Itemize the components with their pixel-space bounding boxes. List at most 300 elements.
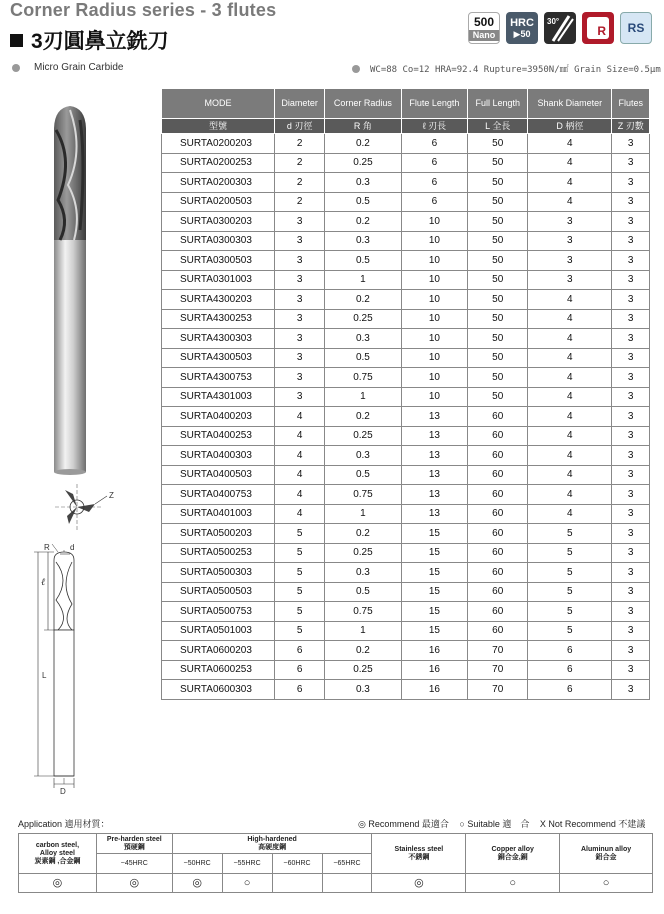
model-cell: SURTA0400253 [162,426,275,446]
model-cell: SURTA0300503 [162,251,275,271]
value-cell: 0.25 [325,660,401,680]
value-cell: 50 [468,134,528,154]
value-cell: 60 [468,602,528,622]
model-cell: SURTA0200503 [162,192,275,212]
table-row [162,524,650,544]
suit-55hrc: ○ [222,874,272,893]
value-cell: 15 [401,543,468,563]
helix-angle-icon [545,13,575,43]
value-cell: 3 [612,621,650,641]
value-cell: 3 [612,563,650,583]
value-cell: 50 [468,348,528,368]
table-row [162,680,650,700]
model-cell: SURTA0200203 [162,134,275,154]
dimension-sketch [30,540,110,796]
value-cell: 6 [528,641,612,661]
helix-angle-badge [544,12,576,44]
value-cell: 0.2 [325,290,401,310]
column-header-zh: R 角 [325,119,401,134]
value-cell: 4 [528,446,612,466]
end-mill-photo [30,90,110,480]
value-cell: 60 [468,485,528,505]
hrc-badge [506,12,538,44]
value-cell: 3 [275,387,325,407]
value-cell: 3 [612,231,650,251]
value-cell: 50 [468,270,528,290]
header-row-en [162,89,650,119]
value-cell: 10 [401,348,468,368]
material-aluminum: Aluminun alloy 鋁合金 [560,834,653,874]
model-cell: SURTA0400203 [162,407,275,427]
value-cell: 2 [275,173,325,193]
material-copper: Copper alloy 銅合金,銅 [466,834,560,874]
value-cell: 3 [275,270,325,290]
material-high-hardened: High-hardened 高硬度鋼 [172,834,372,854]
application-label: Application 適用材質： [18,819,110,829]
value-cell: 60 [468,426,528,446]
full-length-label: L [42,671,47,680]
value-cell: 3 [275,368,325,388]
value-cell: 1 [325,621,401,641]
value-cell: 4 [528,329,612,349]
suit-50hrc: ◎ [172,874,222,893]
column-header-zh: Z 刃數 [612,119,650,134]
title-zh-text: 3刃圓鼻立銑刀 [31,30,169,53]
value-cell: 10 [401,290,468,310]
model-cell: SURTA0400753 [162,485,275,505]
radius-badge-box [587,17,609,39]
value-cell: 0.3 [325,329,401,349]
value-cell: 5 [528,582,612,602]
model-cell: SURTA4300203 [162,290,275,310]
value-cell: 4 [528,387,612,407]
value-cell: 60 [468,563,528,583]
value-cell: 5 [275,582,325,602]
model-cell: SURTA0500253 [162,543,275,563]
table-row [162,602,650,622]
model-cell: SURTA0301003 [162,270,275,290]
value-cell: 0.5 [325,192,401,212]
value-cell: 10 [401,368,468,388]
value-cell: 0.5 [325,582,401,602]
model-cell: SURTA0300303 [162,231,275,251]
model-cell: SURTA4300253 [162,309,275,329]
value-cell: 3 [612,387,650,407]
column-header: Corner Radius [325,89,401,119]
table-row [162,407,650,427]
model-cell: SURTA0600253 [162,660,275,680]
model-cell: SURTA0401003 [162,504,275,524]
value-cell: 16 [401,680,468,700]
table-row [162,134,650,154]
value-cell: 3 [612,348,650,368]
value-cell: 3 [612,504,650,524]
table-row [162,309,650,329]
value-cell: 0.2 [325,407,401,427]
suit-carbon: ◎ [19,874,97,893]
table-row [162,387,650,407]
table-row [162,582,650,602]
value-cell: 0.2 [325,134,401,154]
column-header-zh: D 柄徑 [528,119,612,134]
model-cell: SURTA0500503 [162,582,275,602]
shank-diameter-label: D [60,787,66,796]
table-row [162,329,650,349]
column-header: Flutes [612,89,650,119]
value-cell: 3 [612,290,650,310]
value-cell: 13 [401,426,468,446]
value-cell: 3 [612,153,650,173]
value-cell: 4 [275,504,325,524]
value-cell: 6 [275,660,325,680]
value-cell: 5 [528,563,612,583]
value-cell: 4 [528,134,612,154]
square-bullet-icon [10,34,23,47]
value-cell: 3 [275,212,325,232]
flute-length-label: ℓ [41,577,46,588]
value-cell: 15 [401,582,468,602]
value-cell: 50 [468,231,528,251]
value-cell: 60 [468,582,528,602]
value-cell: 10 [401,387,468,407]
suit-60hrc [272,874,322,893]
hrc-badge-title: HRC [510,16,534,29]
value-cell: 0.25 [325,426,401,446]
model-cell: SURTA4300503 [162,348,275,368]
bullet-icon [352,65,360,73]
table-row [162,212,650,232]
value-cell: 6 [401,134,468,154]
table-row [162,290,650,310]
value-cell: 3 [612,368,650,388]
value-cell: 0.25 [325,153,401,173]
value-cell: 3 [612,173,650,193]
value-cell: 3 [612,426,650,446]
value-cell: 2 [275,134,325,154]
hrc-45: ~45HRC [96,854,172,874]
column-header: Full Length [468,89,528,119]
value-cell: 3 [612,407,650,427]
value-cell: 3 [275,290,325,310]
value-cell: 0.3 [325,173,401,193]
hrc-60: ~60HRC [272,854,322,874]
rs-badge: RS [620,12,652,44]
table-row [162,465,650,485]
value-cell: 4 [275,446,325,466]
cross-section-z-label: Z [109,491,114,500]
value-cell: 5 [275,621,325,641]
value-cell: 4 [528,290,612,310]
value-cell: 4 [528,153,612,173]
hrc-65: ~65HRC [322,854,372,874]
value-cell: 4 [275,485,325,505]
value-cell: 0.3 [325,680,401,700]
radius-badge [582,12,614,44]
table-row [162,621,650,641]
model-cell: SURTA0400503 [162,465,275,485]
value-cell: 10 [401,251,468,271]
value-cell: 4 [528,465,612,485]
model-cell: SURTA0200253 [162,153,275,173]
value-cell: 50 [468,290,528,310]
value-cell: 5 [528,543,612,563]
value-cell: 70 [468,680,528,700]
column-header: Shank Diameter [528,89,612,119]
cross-section-diagram [55,482,125,532]
table-row [162,485,650,505]
value-cell: 4 [528,485,612,505]
column-header: Flute Length [401,89,468,119]
column-header: Diameter [275,89,325,119]
legend-recommend: ◎ Recommend 最適合 [358,819,449,829]
model-cell: SURTA0600203 [162,641,275,661]
value-cell: 4 [528,407,612,427]
value-cell: 4 [528,173,612,193]
model-cell: SURTA0500753 [162,602,275,622]
legend-suitable: ○ Suitable 適 合 [459,819,530,829]
suit-preharden: ◎ [96,874,172,893]
value-cell: 3 [612,134,650,154]
value-cell: 0.75 [325,485,401,505]
value-cell: 5 [275,524,325,544]
material-carbon: carbon steel, Alloy steel 炭素鋼 ,合金鋼 [19,834,97,874]
hrc-badge-value: ▶50 [513,28,531,39]
model-cell: SURTA0200303 [162,173,275,193]
material-text: Micro Grain Carbide [34,62,124,73]
model-cell: SURTA0600303 [162,680,275,700]
value-cell: 15 [401,621,468,641]
value-cell: 4 [275,407,325,427]
column-header-zh: d 刃徑 [275,119,325,134]
value-cell: 3 [528,270,612,290]
value-cell: 4 [528,309,612,329]
value-cell: 5 [528,524,612,544]
model-cell: SURTA0500303 [162,563,275,583]
shank-shape [54,240,86,472]
material-stainless: Stainless steel 不銹鋼 [372,834,466,874]
table-row [162,348,650,368]
value-cell: 3 [275,251,325,271]
value-cell: 13 [401,504,468,524]
value-cell: 3 [612,329,650,349]
value-cell: 3 [612,212,650,232]
value-cell: 13 [401,407,468,427]
value-cell: 50 [468,309,528,329]
value-cell: 3 [275,329,325,349]
value-cell: 0.75 [325,602,401,622]
value-cell: 50 [468,368,528,388]
title-en: Corner Radius series - 3 flutes [10,0,277,20]
value-cell: 3 [612,309,650,329]
column-header-zh: L 全長 [468,119,528,134]
value-cell: 5 [275,543,325,563]
nano-badge-number: 500 [473,14,495,29]
value-cell: 3 [612,680,650,700]
table-row [162,543,650,563]
value-cell: 0.2 [325,212,401,232]
table-row [162,563,650,583]
value-cell: 5 [528,602,612,622]
value-cell: 6 [401,153,468,173]
title-zh [10,25,169,55]
value-cell: 3 [275,309,325,329]
table-row [162,251,650,271]
model-cell: SURTA0400303 [162,446,275,466]
value-cell: 0.3 [325,563,401,583]
value-cell: 3 [528,212,612,232]
model-cell: SURTA4301003 [162,387,275,407]
value-cell: 3 [612,660,650,680]
value-cell: 3 [528,251,612,271]
value-cell: 4 [528,426,612,446]
spec-line [352,62,661,75]
value-cell: 60 [468,543,528,563]
value-cell: 15 [401,524,468,544]
value-cell: 3 [612,192,650,212]
value-cell: 13 [401,485,468,505]
value-cell: 50 [468,329,528,349]
table-row [162,231,650,251]
value-cell: 2 [275,192,325,212]
table-row [162,173,650,193]
value-cell: 6 [275,641,325,661]
value-cell: 0.75 [325,368,401,388]
value-cell: 4 [528,192,612,212]
value-cell: 0.25 [325,543,401,563]
value-cell: 10 [401,231,468,251]
table-row [162,446,650,466]
value-cell: 16 [401,660,468,680]
material-line [12,62,123,73]
value-cell: 3 [612,543,650,563]
value-cell: 15 [401,602,468,622]
value-cell: 13 [401,446,468,466]
value-cell: 3 [275,348,325,368]
value-cell: 3 [612,485,650,505]
value-cell: 3 [528,231,612,251]
column-header: MODE [162,89,275,119]
spec-table [161,88,650,700]
value-cell: 60 [468,446,528,466]
value-cell: 10 [401,212,468,232]
value-cell: 2 [275,153,325,173]
value-cell: 1 [325,387,401,407]
value-cell: 16 [401,641,468,661]
legend-not-recommend: X Not Recommend 不建議 [539,819,646,829]
value-cell: 50 [468,212,528,232]
value-cell: 4 [275,465,325,485]
value-cell: 0.2 [325,524,401,544]
radius-label: R [44,543,50,552]
helix-angle-text: 30° [547,17,560,26]
value-cell: 70 [468,641,528,661]
value-cell: 0.2 [325,641,401,661]
feature-badges [468,12,652,44]
value-cell: 50 [468,173,528,193]
value-cell: 3 [612,602,650,622]
value-cell: 0.5 [325,251,401,271]
radius-badge-text: R [597,24,606,38]
value-cell: 10 [401,309,468,329]
value-cell: 3 [612,270,650,290]
hrc-55: ~55HRC [222,854,272,874]
value-cell: 6 [528,660,612,680]
value-cell: 60 [468,524,528,544]
value-cell: 15 [401,563,468,583]
value-cell: 3 [612,524,650,544]
value-cell: 0.3 [325,446,401,466]
value-cell: 10 [401,270,468,290]
value-cell: 4 [528,348,612,368]
value-cell: 1 [325,504,401,524]
diameter-label: d [70,543,75,552]
value-cell: 1 [325,270,401,290]
model-cell: SURTA4300753 [162,368,275,388]
value-cell: 3 [612,446,650,466]
value-cell: 4 [528,504,612,524]
value-cell: 3 [612,582,650,602]
model-cell: SURTA4300303 [162,329,275,349]
value-cell: 0.5 [325,348,401,368]
value-cell: 0.3 [325,231,401,251]
value-cell: 3 [612,251,650,271]
nano-badge-text: Nano [469,30,499,41]
table-row [162,641,650,661]
value-cell: 5 [528,621,612,641]
value-cell: 70 [468,660,528,680]
value-cell: 6 [528,680,612,700]
model-cell: SURTA0300203 [162,212,275,232]
value-cell: 60 [468,407,528,427]
bullet-icon [12,64,20,72]
value-cell: 3 [612,641,650,661]
value-cell: 10 [401,329,468,349]
value-cell: 60 [468,504,528,524]
value-cell: 4 [528,368,612,388]
suit-65hrc [322,874,372,893]
legend [358,817,653,830]
value-cell: 50 [468,251,528,271]
hrc-50: ~50HRC [172,854,222,874]
value-cell: 6 [401,173,468,193]
suitability-row [19,874,653,893]
value-cell: 6 [401,192,468,212]
table-row [162,426,650,446]
nano-coating-badge [468,12,500,44]
model-cell: SURTA0500203 [162,524,275,544]
value-cell: 50 [468,153,528,173]
value-cell: 4 [275,426,325,446]
value-cell: 0.5 [325,465,401,485]
suit-copper: ○ [466,874,560,893]
header-row-zh [162,119,650,134]
value-cell: 3 [612,465,650,485]
column-header-zh: 型號 [162,119,275,134]
column-header-zh: ℓ 刃長 [401,119,468,134]
table-row [162,270,650,290]
application-table [18,833,653,893]
value-cell: 13 [401,465,468,485]
value-cell: 3 [275,231,325,251]
table-row [162,153,650,173]
suit-aluminum: ○ [560,874,653,893]
value-cell: 50 [468,192,528,212]
material-preharden: Pre-harden steel 預硬鋼 [96,834,172,854]
value-cell: 5 [275,602,325,622]
value-cell: 60 [468,621,528,641]
table-row [162,368,650,388]
table-row [162,504,650,524]
